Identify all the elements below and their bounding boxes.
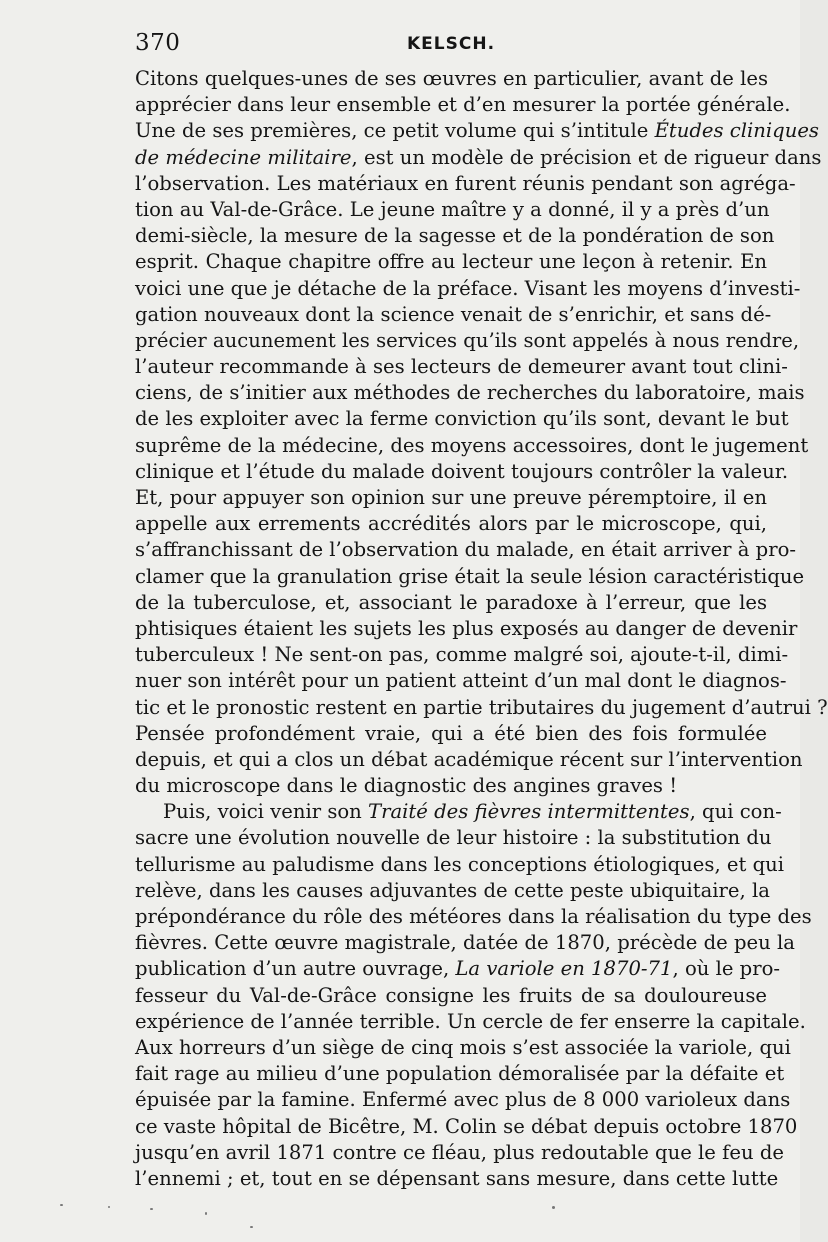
text-line [135, 433, 809, 459]
text-segment: s’affranchissant de l’observation du malade, en était arriver à pro- [135, 538, 797, 562]
text-segment: gation nouveaux dont la science venait de s’enrichir, et sans dé- [135, 302, 772, 326]
text-segment: fièvres. Cette œuvre magistrale, datée de 1870, précède de peu la [135, 931, 795, 955]
text-segment: tellurisme au paludisme dans les conceptions étiologiques, et qui [135, 852, 785, 876]
text-segment: phtisiques étaient les sujets les plus exposés au danger de devenir [135, 616, 798, 640]
text-line [135, 773, 767, 799]
text-line [135, 668, 787, 694]
text-line [135, 197, 770, 223]
text-line [135, 145, 822, 171]
text-segment: , qui con- [689, 800, 782, 824]
text-segment: publication d’un autre ouvrage, [135, 957, 456, 981]
text-line [135, 1140, 784, 1166]
text-line [135, 747, 803, 773]
text-line [135, 406, 789, 432]
text-segment: tion au Val-de-Grâce. Le jeune maître y a donné, il y a près d’un [135, 197, 770, 221]
text-line [135, 459, 789, 485]
text-segment: tuberculeux ! Ne sent-on pas, comme malgré soi, ajoute-t-il, dimi- [135, 643, 789, 667]
text-line [135, 721, 767, 747]
text-line [135, 537, 797, 563]
text-segment: sacre une évolution nouvelle de leur histoire : la substitution du [135, 826, 772, 850]
text-line [135, 799, 782, 825]
text-line [135, 852, 785, 878]
italic-title: Traité des fièvres intermittentes [368, 800, 690, 824]
text-line [135, 1061, 785, 1087]
text-line [135, 511, 767, 537]
text-line [135, 956, 781, 982]
text-segment: nuer son intérêt pour un patient atteint d’un mal dont le diagnos- [135, 669, 787, 693]
scan-noise [0, 1188, 800, 1242]
text-segment: jusqu’en avril 1871 contre ce fléau, plus redoutable que le feu de [135, 1140, 784, 1164]
text-line [135, 276, 801, 302]
text-segment: Puis, voici venir son [163, 800, 369, 824]
text-segment: apprécier dans leur ensemble et d’en mesurer la portée générale. [135, 93, 791, 117]
text-line [135, 1035, 791, 1061]
text-segment: clamer que la granulation grise était la seule lésion caractéristique [135, 564, 805, 588]
italic-title: de médecine militaire [135, 145, 352, 169]
text-segment: du microscope dans le diagnostic des angines graves ! [135, 774, 678, 798]
text-segment: demi-siècle, la mesure de la sagesse et de la pondération de son [135, 224, 775, 248]
text-segment: ciens, de s’initier aux méthodes de recherches du laboratoire, mais [135, 381, 805, 405]
text-segment: appelle aux errements accrédités alors par le microscope, qui, [135, 512, 767, 536]
text-segment: suprême de la médecine, des moyens accessoires, dont le jugement [135, 433, 809, 457]
text-segment: , où le pro- [672, 957, 781, 981]
text-line [135, 302, 772, 328]
text-line [135, 904, 812, 930]
text-segment: l’observation. Les matériaux en furent réunis pendant son agréga- [135, 171, 796, 195]
text-line [135, 564, 805, 590]
text-line [135, 118, 819, 144]
text-segment: l’ennemi ; et, tout en se dépensant sans mesure, dans cette lutte [135, 1166, 779, 1190]
text-line [135, 642, 789, 668]
text-segment: Une de ses premières, ce petit volume qui s’intitule [135, 119, 655, 143]
text-line [135, 825, 772, 851]
text-line [135, 1114, 798, 1140]
text-line [135, 380, 805, 406]
text-segment: voici une que je détache de la préface. Visant les moyens d’investi- [135, 276, 801, 300]
text-line [135, 616, 798, 642]
text-segment: tic et le pronostic restent en partie tributaires du jugement d’autrui ? [135, 695, 828, 719]
text-segment: précier aucunement les services qu’ils sont appelés à nous rendre, [135, 328, 800, 352]
text-line [135, 1087, 791, 1113]
text-segment: Citons quelques-unes de ses œuvres en particulier, avant de les [135, 67, 769, 90]
text-line [135, 695, 828, 721]
text-segment: Et, pour appuyer son opinion sur une preuve péremptoire, il en [135, 486, 767, 509]
text-line [135, 590, 767, 616]
text-line [135, 983, 767, 1009]
text-segment: esprit. Chaque chapitre offre au lecteur une leçon à retenir. En [135, 250, 767, 274]
text-line [135, 485, 767, 511]
text-segment: depuis, et qui a clos un débat académique récent sur l’intervention [135, 747, 803, 771]
text-segment: Aux horreurs d’un siège de cinq mois s’est associée la variole, qui [135, 1035, 791, 1059]
text-line [135, 1009, 806, 1035]
text-segment: l’auteur recommande à ses lecteurs de demeurer avant tout clini- [135, 355, 788, 379]
text-segment: fesseur du Val-de-Grâce consigne les fruits de sa douloureuse [135, 983, 767, 1007]
text-line [135, 328, 800, 354]
body-text [135, 66, 828, 1192]
text-line [135, 354, 788, 380]
text-segment: relève, dans les causes adjuvantes de cette peste ubiquitaire, la [135, 878, 770, 902]
text-line [135, 878, 770, 904]
text-segment: épuisée par la famine. Enfermé avec plus de 8 000 varioleux dans [135, 1088, 791, 1112]
text-segment: de les exploiter avec la ferme conviction qu’ils sont, devant le but [135, 407, 789, 431]
text-line [135, 223, 775, 249]
text-line [135, 930, 795, 956]
text-line [135, 66, 767, 92]
text-segment: , est un modèle de précision et de rigueur dans [351, 145, 822, 169]
text-segment: Pensée profondément vraie, qui a été bien des fois formulée [135, 721, 767, 745]
text-segment: expérience de l’année terrible. Un cercle de fer enserre la capitale. [135, 1009, 806, 1033]
text-segment: prépondérance du rôle des météores dans la réalisation du type des [135, 905, 812, 928]
page-header [135, 30, 775, 64]
text-segment: ce vaste hôpital de Bicêtre, M. Colin se débat depuis octobre 1870 [135, 1114, 798, 1138]
italic-title: Études cliniques [654, 119, 819, 143]
text-line [135, 171, 796, 197]
italic-title: La variole en 1870-71 [455, 957, 673, 981]
page-number: 370 [135, 30, 181, 56]
text-line [135, 249, 767, 275]
text-segment: clinique et l’étude du malade doivent toujours contrôler la valeur. [135, 459, 789, 483]
text-segment: de la tuberculose, et, associant le paradoxe à l’erreur, que les [135, 590, 767, 614]
text-line [135, 92, 791, 118]
running-head: KELSCH. [407, 34, 496, 54]
text-segment: fait rage au milieu d’une population démoralisée par la défaite et [135, 1062, 785, 1086]
